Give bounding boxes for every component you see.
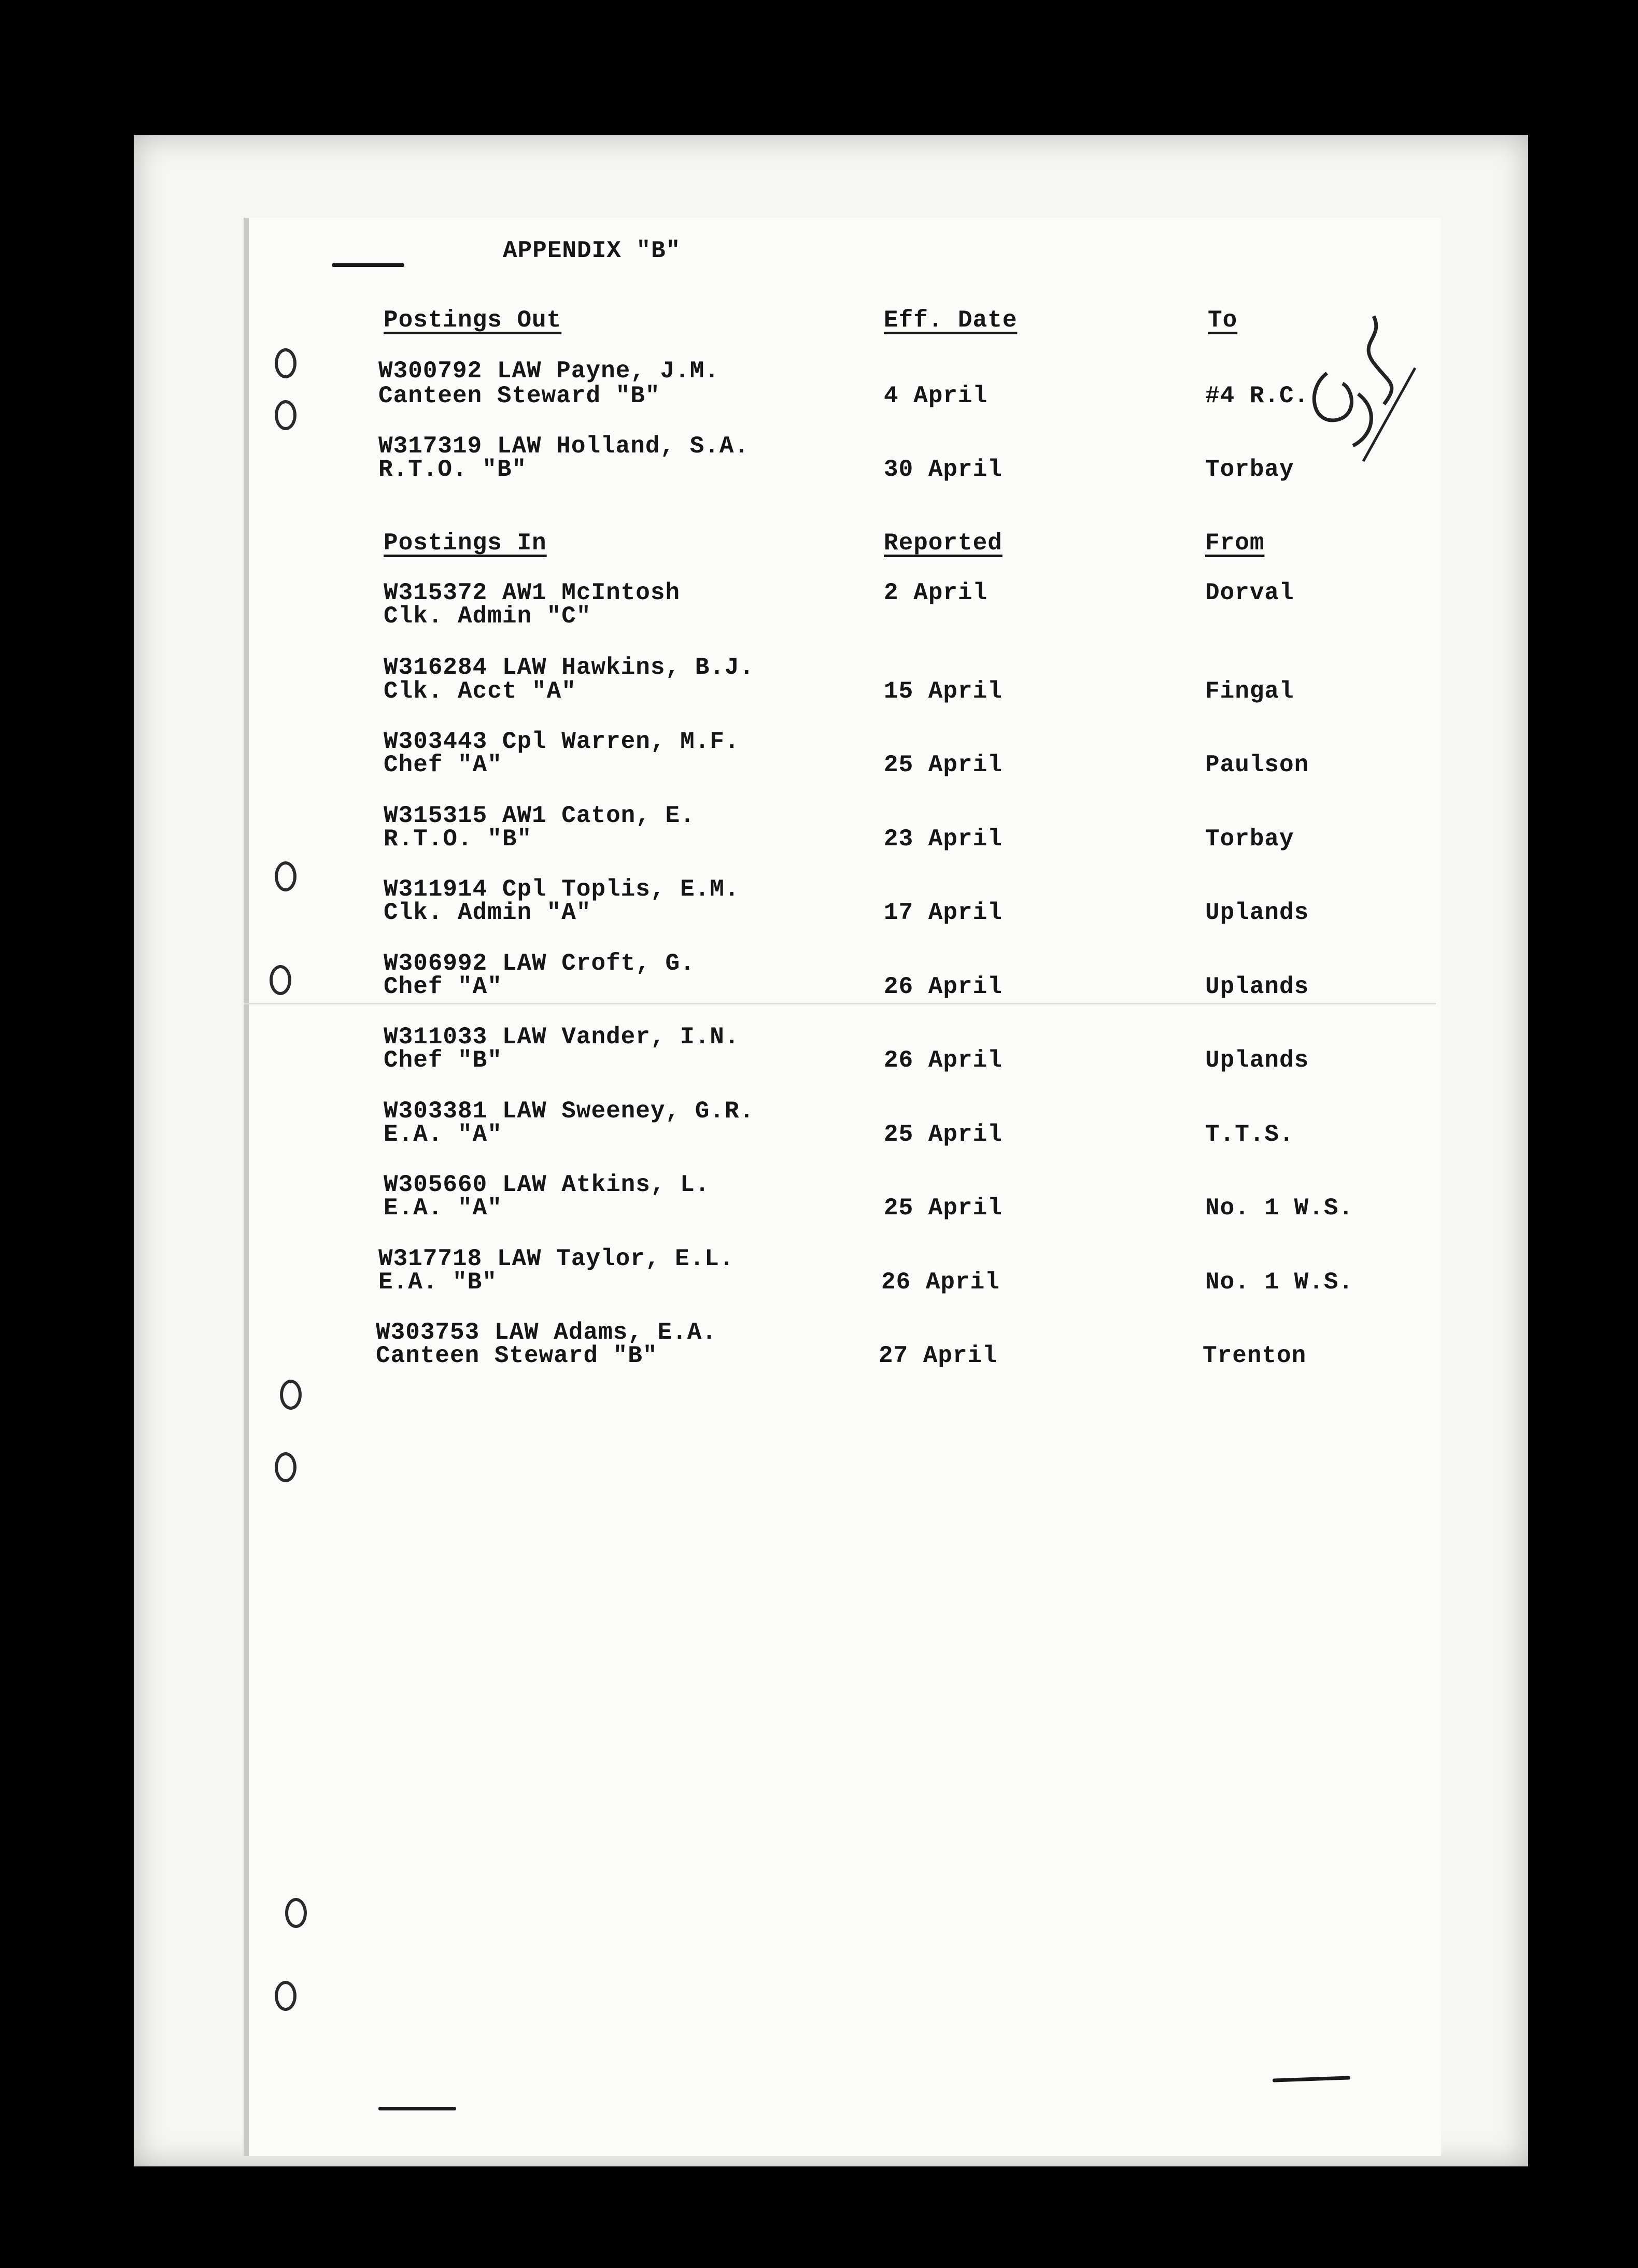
posting-trade: E.A. "A" — [384, 1195, 502, 1222]
posting-id-name: W317319 LAW Holland, S.A. — [378, 433, 750, 460]
posting-id-name: W303381 LAW Sweeney, G.R. — [384, 1098, 755, 1125]
eff-date-heading: Eff. Date — [884, 307, 1018, 334]
posting-trade: Clk. Admin "C" — [384, 603, 591, 630]
posting-date: 17 April — [884, 899, 1002, 926]
reported-heading: Reported — [884, 530, 1002, 557]
posting-date: 25 April — [884, 752, 1002, 778]
footer-dash-left — [378, 2107, 456, 2110]
posting-id-name: W311914 Cpl Toplis, E.M. — [384, 876, 740, 903]
posting-date: 27 April — [879, 1342, 997, 1369]
from-heading: From — [1205, 530, 1265, 557]
posting-date: 25 April — [884, 1121, 1002, 1148]
posting-place: Dorval — [1205, 579, 1294, 606]
posting-id-name: W311033 LAW Vander, I.N. — [384, 1024, 740, 1051]
posting-place: Uplands — [1205, 973, 1309, 1000]
posting-id-name: W303753 LAW Adams, E.A. — [376, 1319, 717, 1346]
handwritten-initials-icon — [1296, 306, 1420, 477]
punch-hole — [275, 1452, 296, 1482]
posting-place: Paulson — [1205, 752, 1309, 778]
posting-id-name: W303443 Cpl Warren, M.F. — [384, 728, 740, 755]
punch-hole — [275, 1981, 296, 2011]
posting-id-name: W316284 LAW Hawkins, B.J. — [384, 654, 755, 681]
punch-hole — [270, 965, 291, 995]
posting-date: 25 April — [884, 1195, 1002, 1222]
posting-trade: Clk. Acct "A" — [384, 678, 576, 705]
posting-date: 26 April — [881, 1269, 1000, 1296]
posting-id-name: W305660 LAW Atkins, L. — [384, 1171, 710, 1198]
posting-id-name: W315372 AW1 McIntosh — [384, 579, 681, 606]
posting-place: Torbay — [1205, 826, 1294, 853]
punch-hole — [275, 400, 296, 430]
posting-date: 15 April — [884, 678, 1002, 705]
posting-date: 26 April — [884, 1047, 1002, 1074]
posting-place: Trenton — [1203, 1342, 1307, 1369]
posting-trade: R.T.O. "B" — [378, 456, 527, 483]
posting-trade: Chef "A" — [384, 973, 502, 1000]
to-heading: To — [1208, 307, 1238, 334]
punch-hole — [275, 348, 296, 378]
posting-trade: E.A. "B" — [378, 1269, 497, 1296]
posting-trade: E.A. "A" — [384, 1121, 502, 1148]
fold-line — [244, 1003, 1436, 1004]
posting-id-name: W300792 LAW Payne, J.M. — [378, 358, 719, 385]
posting-trade: Chef "A" — [384, 752, 502, 778]
punch-hole — [285, 1898, 307, 1928]
posting-place: T.T.S. — [1205, 1121, 1294, 1148]
posting-place: Uplands — [1205, 899, 1309, 926]
posting-place: No. 1 W.S. — [1205, 1269, 1354, 1296]
posting-id-name: W306992 LAW Croft, G. — [384, 950, 695, 977]
posting-place: #4 R.C. — [1205, 382, 1309, 409]
posting-id-name: W315315 AW1 Caton, E. — [384, 802, 695, 829]
posting-place: Fingal — [1205, 678, 1294, 705]
posting-place: Torbay — [1205, 456, 1294, 483]
posting-trade: Canteen Steward "B" — [378, 382, 660, 409]
postings-in-heading: Postings In — [384, 530, 547, 557]
punch-hole — [280, 1380, 302, 1410]
posting-trade: Canteen Steward "B" — [376, 1342, 658, 1369]
appendix-title: APPENDIX "B" — [503, 237, 681, 264]
postings-out-heading: Postings Out — [384, 307, 562, 334]
posting-date: 2 April — [884, 579, 988, 606]
posting-trade: Clk. Admin "A" — [384, 899, 591, 926]
posting-date: 30 April — [884, 456, 1002, 483]
posting-trade: Chef "B" — [384, 1047, 502, 1074]
posting-date: 26 April — [884, 973, 1002, 1000]
posting-id-name: W317718 LAW Taylor, E.L. — [378, 1245, 735, 1272]
posting-date: 4 April — [884, 382, 988, 409]
header-dash — [332, 263, 404, 267]
posting-place: No. 1 W.S. — [1205, 1195, 1354, 1222]
posting-place: Uplands — [1205, 1047, 1309, 1074]
posting-trade: R.T.O. "B" — [384, 826, 532, 853]
punch-hole — [275, 861, 296, 891]
posting-date: 23 April — [884, 826, 1002, 853]
